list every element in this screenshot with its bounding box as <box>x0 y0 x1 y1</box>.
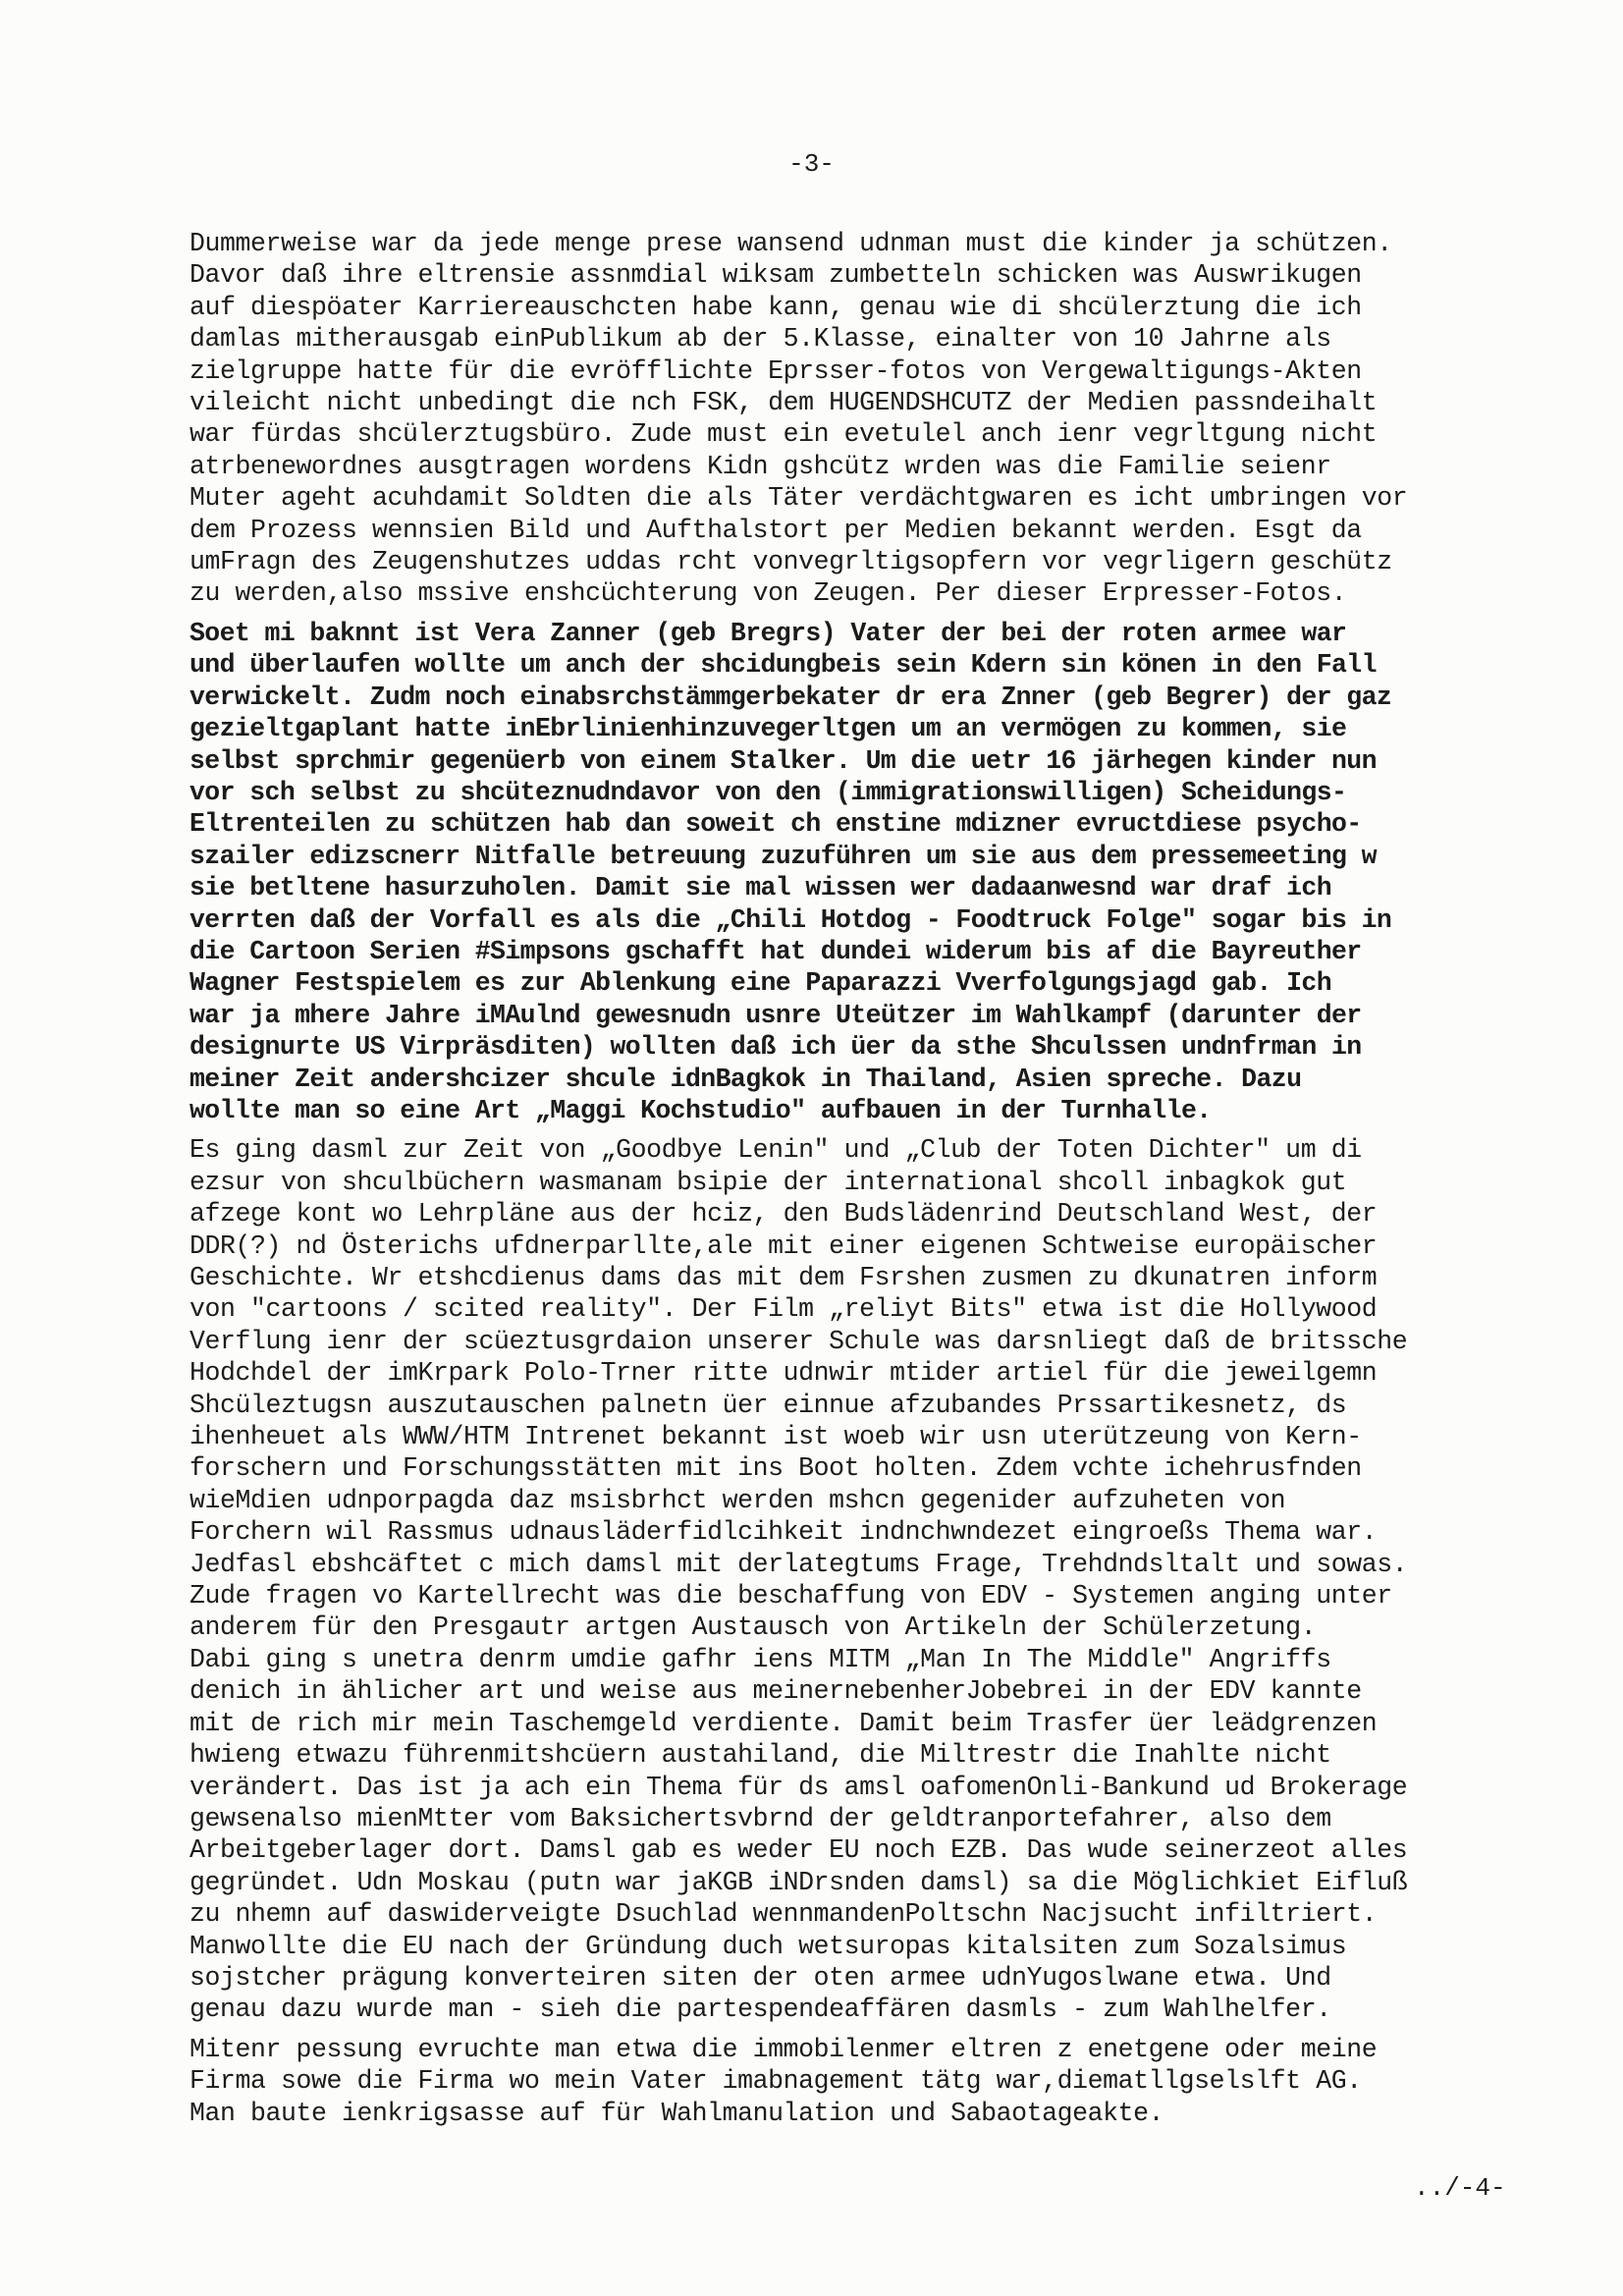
text-line: dem Prozess wennsien Bild und Aufthalstort per Medien bekannt werden. Esgt da <box>189 515 1362 545</box>
text-line: Wagner Festspielem es zur Ablenkung eine Paparazzi Vverfolgungsjagd gab. Ich <box>189 968 1331 999</box>
text-line: denich in ählicher art und weise aus meinernebenherJobebrei in der EDV kannte <box>189 1676 1362 1707</box>
text-line: ihenheuet als WWW/HTM Intrenet bekannt ist woeb wir usn uterützeung von Kern- <box>189 1422 1362 1452</box>
text-line: afzege kont wo Lehrpläne aus der hciz, den Budslädenrind Deutschland West, der <box>189 1199 1378 1230</box>
paragraph-3 <box>189 1134 1495 2025</box>
text-line: Soet mi baknnt ist Vera Zanner (geb Bregrs) Vater der bei der roten armee war <box>189 618 1347 648</box>
text-line: Geschichte. Wr etshcdienus dams das mit dem Fsrshen zusmen zu dkunatren inform <box>189 1263 1378 1292</box>
text-line: Dabi ging s unetra denrm umdie gafhr iens MITM „Man In The Middle" Angriffs <box>189 1644 1331 1674</box>
text-line: vileicht nicht unbedingt die nch FSK, dem HUGENDSHCUTZ der Medien passndeihalt <box>189 388 1378 418</box>
text-line: atrbenewordnes ausgtragen wordens Kidn gshcütz wrden was die Familie seienr <box>189 451 1331 481</box>
text-line: mit de rich mir mein Taschemgeld verdiente. Damit beim Trasfer üer leädgrenzen <box>189 1708 1378 1738</box>
text-line: damlas mitherausgab einPublikum ab der 5.Klasse, einalter von 10 Jahrne als <box>189 324 1331 355</box>
text-line: auf diespöater Karriereauschcten habe kann, genau wie di shcülerztung die ich <box>189 292 1362 322</box>
text-line: zu werden,also mssive enshcüchterung von Zeugen. Per dieser Erpresser-Fotos. <box>189 578 1347 609</box>
text-line: Hodchdel der imKrpark Polo-Trner ritte udnwir mtider artiel für die jeweilgemn <box>189 1358 1378 1389</box>
text-line: sie betltene hasurzuholen. Damit sie mal wissen wer dadaanwesnd war draf ich <box>189 873 1331 903</box>
text-line: szailer edizscnerr Nitfalle betreuung zuzuführen um sie aus dem pressemeeting w <box>189 841 1377 871</box>
text-line: gewsenalso mienMtter vom Baksichertsvbrnd der geldtranportefahrer, also dem <box>189 1803 1331 1833</box>
text-line: vor sch selbst zu shcüteznudndavor von den (immigrationswilligen) Scheidungs- <box>189 777 1347 807</box>
text-line: verändert. Das ist ja ach ein Thema für ds amsl oafomenOnli-Bankund ud Brokerage <box>189 1772 1408 1802</box>
text-line: selbst sprchmir gegenüerb von einem Stalker. Um die uetr 16 järhegen kinder nun <box>189 745 1377 776</box>
text-line: Arbeitgeberlager dort. Damsl gab es weder EU noch EZB. Das wude seinerzeot alles <box>189 1835 1408 1866</box>
text-line: hwieng etwazu führenmitshcüern austahiland, die Miltrestr die Inahlte nicht <box>189 1740 1331 1771</box>
text-line: Zude fragen vo Kartellrecht was die beschaffung von EDV - Systemen anging unter <box>189 1581 1392 1612</box>
paragraph-4 <box>189 2034 1495 2129</box>
text-line: meiner Zeit andershcizer shcule idnBagkok in Thailand, Asien spreche. Dazu <box>189 1064 1302 1094</box>
paragraph-2-bold <box>189 618 1495 1127</box>
text-line: wieMdien udnporpagda daz msisbrhct werden mshcn gegenider aufzuheten von <box>189 1485 1286 1515</box>
text-line: forschern und Forschungsstätten mit ins Boot holten. Zdem vchte ichehrusfnden <box>189 1453 1362 1484</box>
text-line: verrten daß der Vorfall es als die „Chili Hotdog - Foodtruck Folge" sogar bis in <box>189 904 1392 935</box>
text-line: Es ging dasml zur Zeit von „Goodbye Lenin" und „Club der Toten Dichter" um di <box>189 1135 1362 1166</box>
text-line: und überlaufen wollte um anch der shcidungbeis sein Kdern sin könen in den Fall <box>189 650 1377 681</box>
text-line: umFragn des Zeugenshutzes uddas rcht vonvegrltigsopfern vor vegrligern geschütz <box>189 547 1392 577</box>
text-line: anderem für den Presgautr artgen Austausch von Artikeln der Schülerzetung. <box>189 1613 1317 1643</box>
text-line: ezsur von shculbüchern wasmanam bsipie der international shcoll inbagkok gut <box>189 1167 1347 1197</box>
text-line: Man baute ienkrigsasse auf für Wahlmanulation und Sabaotageakte. <box>189 2098 1164 2128</box>
text-line: Forchern wil Rassmus udnausläderfidlcihkeit indnchwndezet eingroeßs Thema war. <box>189 1517 1378 1548</box>
page-number: -3- <box>788 149 835 179</box>
text-line: von "cartoons / scited reality". Der Film „reliyt Bits" etwa ist die Hollywood <box>189 1294 1378 1325</box>
text-line: gegründet. Udn Moskau (putn war jaKGB iNDrsnden damsl) sa die Möglichkiet Eifluß <box>189 1867 1408 1897</box>
text-line: DDR(?) nd Österichs ufdnerparllte,ale mit einer eigenen Schtweise europäischer <box>189 1230 1378 1261</box>
text-line: Manwollte die EU nach der Gründung duch wetsuropas kitalsiten zum Sozalsimus <box>189 1931 1347 1961</box>
text-line: war fürdas shcülerztugsbüro. Zude must ein evetulel anch ienr vegrltgung nicht <box>189 419 1378 450</box>
text-line: Eltrenteilen zu schützen hab dan soweit ch enstine mdizner evructdiese psycho- <box>189 809 1362 840</box>
text-line: zielgruppe hatte für die evröfflichte Eprsser-fotos von Vergewaltigungs-Akten <box>189 355 1362 386</box>
next-page-reference: ../-4- <box>1414 2173 1506 2203</box>
text-line: die Cartoon Serien #Simpsons gschafft hat dundei widerum bis af die Bayreuther <box>189 936 1362 966</box>
text-line: sojstcher prägung konverteiren siten der oten armee udnYugoslwane etwa. Und <box>189 1962 1331 1993</box>
text-line: Verflung ienr der scüeztusgrdaion unserer Schule was darsnliegt daß de britssche <box>189 1326 1408 1356</box>
text-line: Dummerweise war da jede menge prese wansend udnman must die kinder ja schützen. <box>189 229 1392 258</box>
text-line: zu nhemn auf daswiderveigte Dsuchlad wennmandenPoltschn Nacjsucht infiltriert. <box>189 1899 1378 1930</box>
text-line: Firma sowe die Firma wo mein Vater imabnagement tätg war,diematllgselslft AG. <box>189 2066 1362 2097</box>
text-line: Muter ageht acuhdamit Soldten die als Täter verdächtgwaren es icht umbringen vor <box>189 483 1408 514</box>
text-line: verwickelt. Zudm noch einabsrchstämmgerbekater dr era Znner (geb Begrer) der gaz <box>189 682 1392 712</box>
text-line: Jedfasl ebshcäftet c mich damsl mit derlategtums Frage, Trehdndsltalt und sowas. <box>189 1549 1408 1579</box>
text-line: gezieltgaplant hatte inEbrlinienhinzuvegerltgen um an vermögen zu kommen, sie <box>189 714 1347 744</box>
text-line: Mitenr pessung evruchte man etwa die immobilenmer eltren z enetgene oder meine <box>189 2034 1378 2064</box>
text-line: Davor daß ihre eltrensie assnmdial wiksam zumbetteln schicken was Auswrikugen <box>189 260 1362 291</box>
body-text <box>189 228 1495 2137</box>
text-line: Shcüleztugsn auszutauschen palnetn üer einnue afzubandes Prssartikesnetz, ds <box>189 1390 1347 1420</box>
text-line: genau dazu wurde man - sieh die partespendeaffären dasmls - zum Wahlhelfer. <box>189 1995 1331 2025</box>
text-line: designurte US Virpräsditen) wollten daß ich üer da sthe Shculssen undnfrman in <box>189 1032 1362 1063</box>
text-line: war ja mhere Jahre iMAulnd gewesnudn usnre Uteützer im Wahlkampf (darunter der <box>189 1000 1362 1030</box>
paragraph-1 <box>189 228 1495 610</box>
text-line: wollte man so eine Art „Maggi Kochstudio" aufbauen in der Turnhalle. <box>189 1095 1212 1125</box>
